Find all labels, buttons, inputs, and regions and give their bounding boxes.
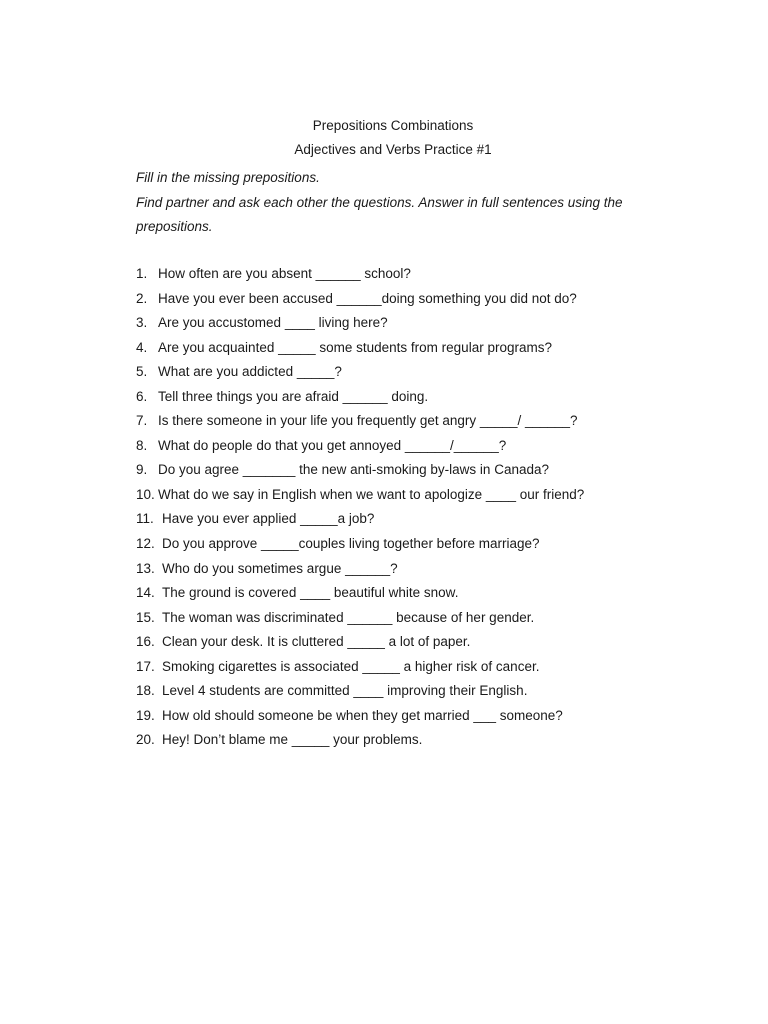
instruction-line-1: Fill in the missing prepositions. [136, 170, 320, 185]
question-item [136, 581, 696, 606]
question-text: Have you ever applied _____a job? [162, 511, 375, 527]
instructions [136, 166, 656, 240]
question-number: 17. [136, 658, 155, 674]
question-number: 1. [136, 266, 148, 281]
page-title: Prepositions Combinations [312, 118, 474, 133]
question-text: Do you approve _____couples living together before marriage? [162, 536, 540, 552]
question-number: 20. [136, 732, 155, 748]
question-item [136, 532, 696, 557]
question-text: Hey! Don’t blame me _____ your problems. [162, 732, 423, 748]
question-number: 9. [136, 462, 148, 478]
question-number: 14. [136, 585, 155, 601]
question-item [136, 434, 696, 459]
question-text: What do people do that you get annoyed ______/______? [158, 437, 507, 453]
question-item [136, 458, 696, 483]
question-item [136, 728, 696, 753]
question-item [136, 557, 696, 582]
question-text: The woman was discriminated ______ because of her gender. [162, 609, 535, 625]
question-item [136, 311, 696, 336]
page-subtitle: Adjectives and Verbs Practice #1 [294, 142, 492, 157]
question-item [136, 483, 696, 508]
question-text: Is there someone in your life you frequently get angry _____/ ______? [158, 413, 578, 429]
question-number: 6. [136, 388, 148, 404]
question-text: Have you ever been accused ______doing something you did not do? [158, 290, 577, 306]
question-item [136, 409, 696, 434]
question-text: Are you acquainted _____ some students from regular programs? [158, 339, 552, 355]
question-text: Smoking cigarettes is associated _____ a higher risk of cancer. [162, 658, 540, 674]
question-text: What do we say in English when we want to apologize ____ our friend? [158, 486, 585, 502]
question-text: How often are you absent ______ school? [158, 266, 411, 281]
question-item [136, 336, 696, 361]
question-number: 7. [136, 413, 148, 429]
question-number: 11. [136, 511, 154, 527]
question-text: Do you agree _______ the new anti-smoking by-laws in Canada? [158, 462, 549, 478]
question-number: 4. [136, 339, 148, 355]
question-text: Who do you sometimes argue ______? [162, 560, 398, 576]
question-item [136, 360, 696, 385]
question-number: 15. [136, 609, 155, 625]
question-text: How old should someone be when they get married ___ someone? [162, 707, 563, 723]
question-number: 2. [136, 290, 148, 306]
question-number: 19. [136, 707, 155, 723]
question-number: 8. [136, 437, 148, 453]
question-item [136, 385, 696, 410]
question-number: 10. [136, 486, 155, 502]
question-text: What are you addicted _____? [158, 364, 342, 380]
question-text: Level 4 students are committed ____ improving their English. [162, 683, 528, 699]
question-item [136, 679, 696, 704]
question-text: Are you accustomed ____ living here? [158, 315, 388, 331]
question-item [136, 655, 696, 680]
question-number: 16. [136, 634, 155, 650]
question-number: 5. [136, 364, 148, 380]
question-number: 13. [136, 560, 155, 576]
question-item [136, 704, 696, 729]
question-number: 18. [136, 683, 155, 699]
question-list [136, 262, 696, 753]
question-item [136, 262, 696, 287]
question-item [136, 287, 696, 312]
question-item [136, 507, 696, 532]
question-item [136, 606, 696, 631]
question-text: Tell three things you are afraid ______ doing. [158, 388, 429, 404]
question-text: The ground is covered ____ beautiful white snow. [162, 585, 459, 601]
question-number: 12. [136, 536, 155, 552]
question-item [136, 630, 696, 655]
question-text: Clean your desk. It is cluttered _____ a lot of paper. [162, 634, 471, 650]
instruction-line-2: Find partner and ask each other the questions. Answer in full sentences using the prepositions. [136, 194, 623, 234]
question-number: 3. [136, 315, 148, 331]
